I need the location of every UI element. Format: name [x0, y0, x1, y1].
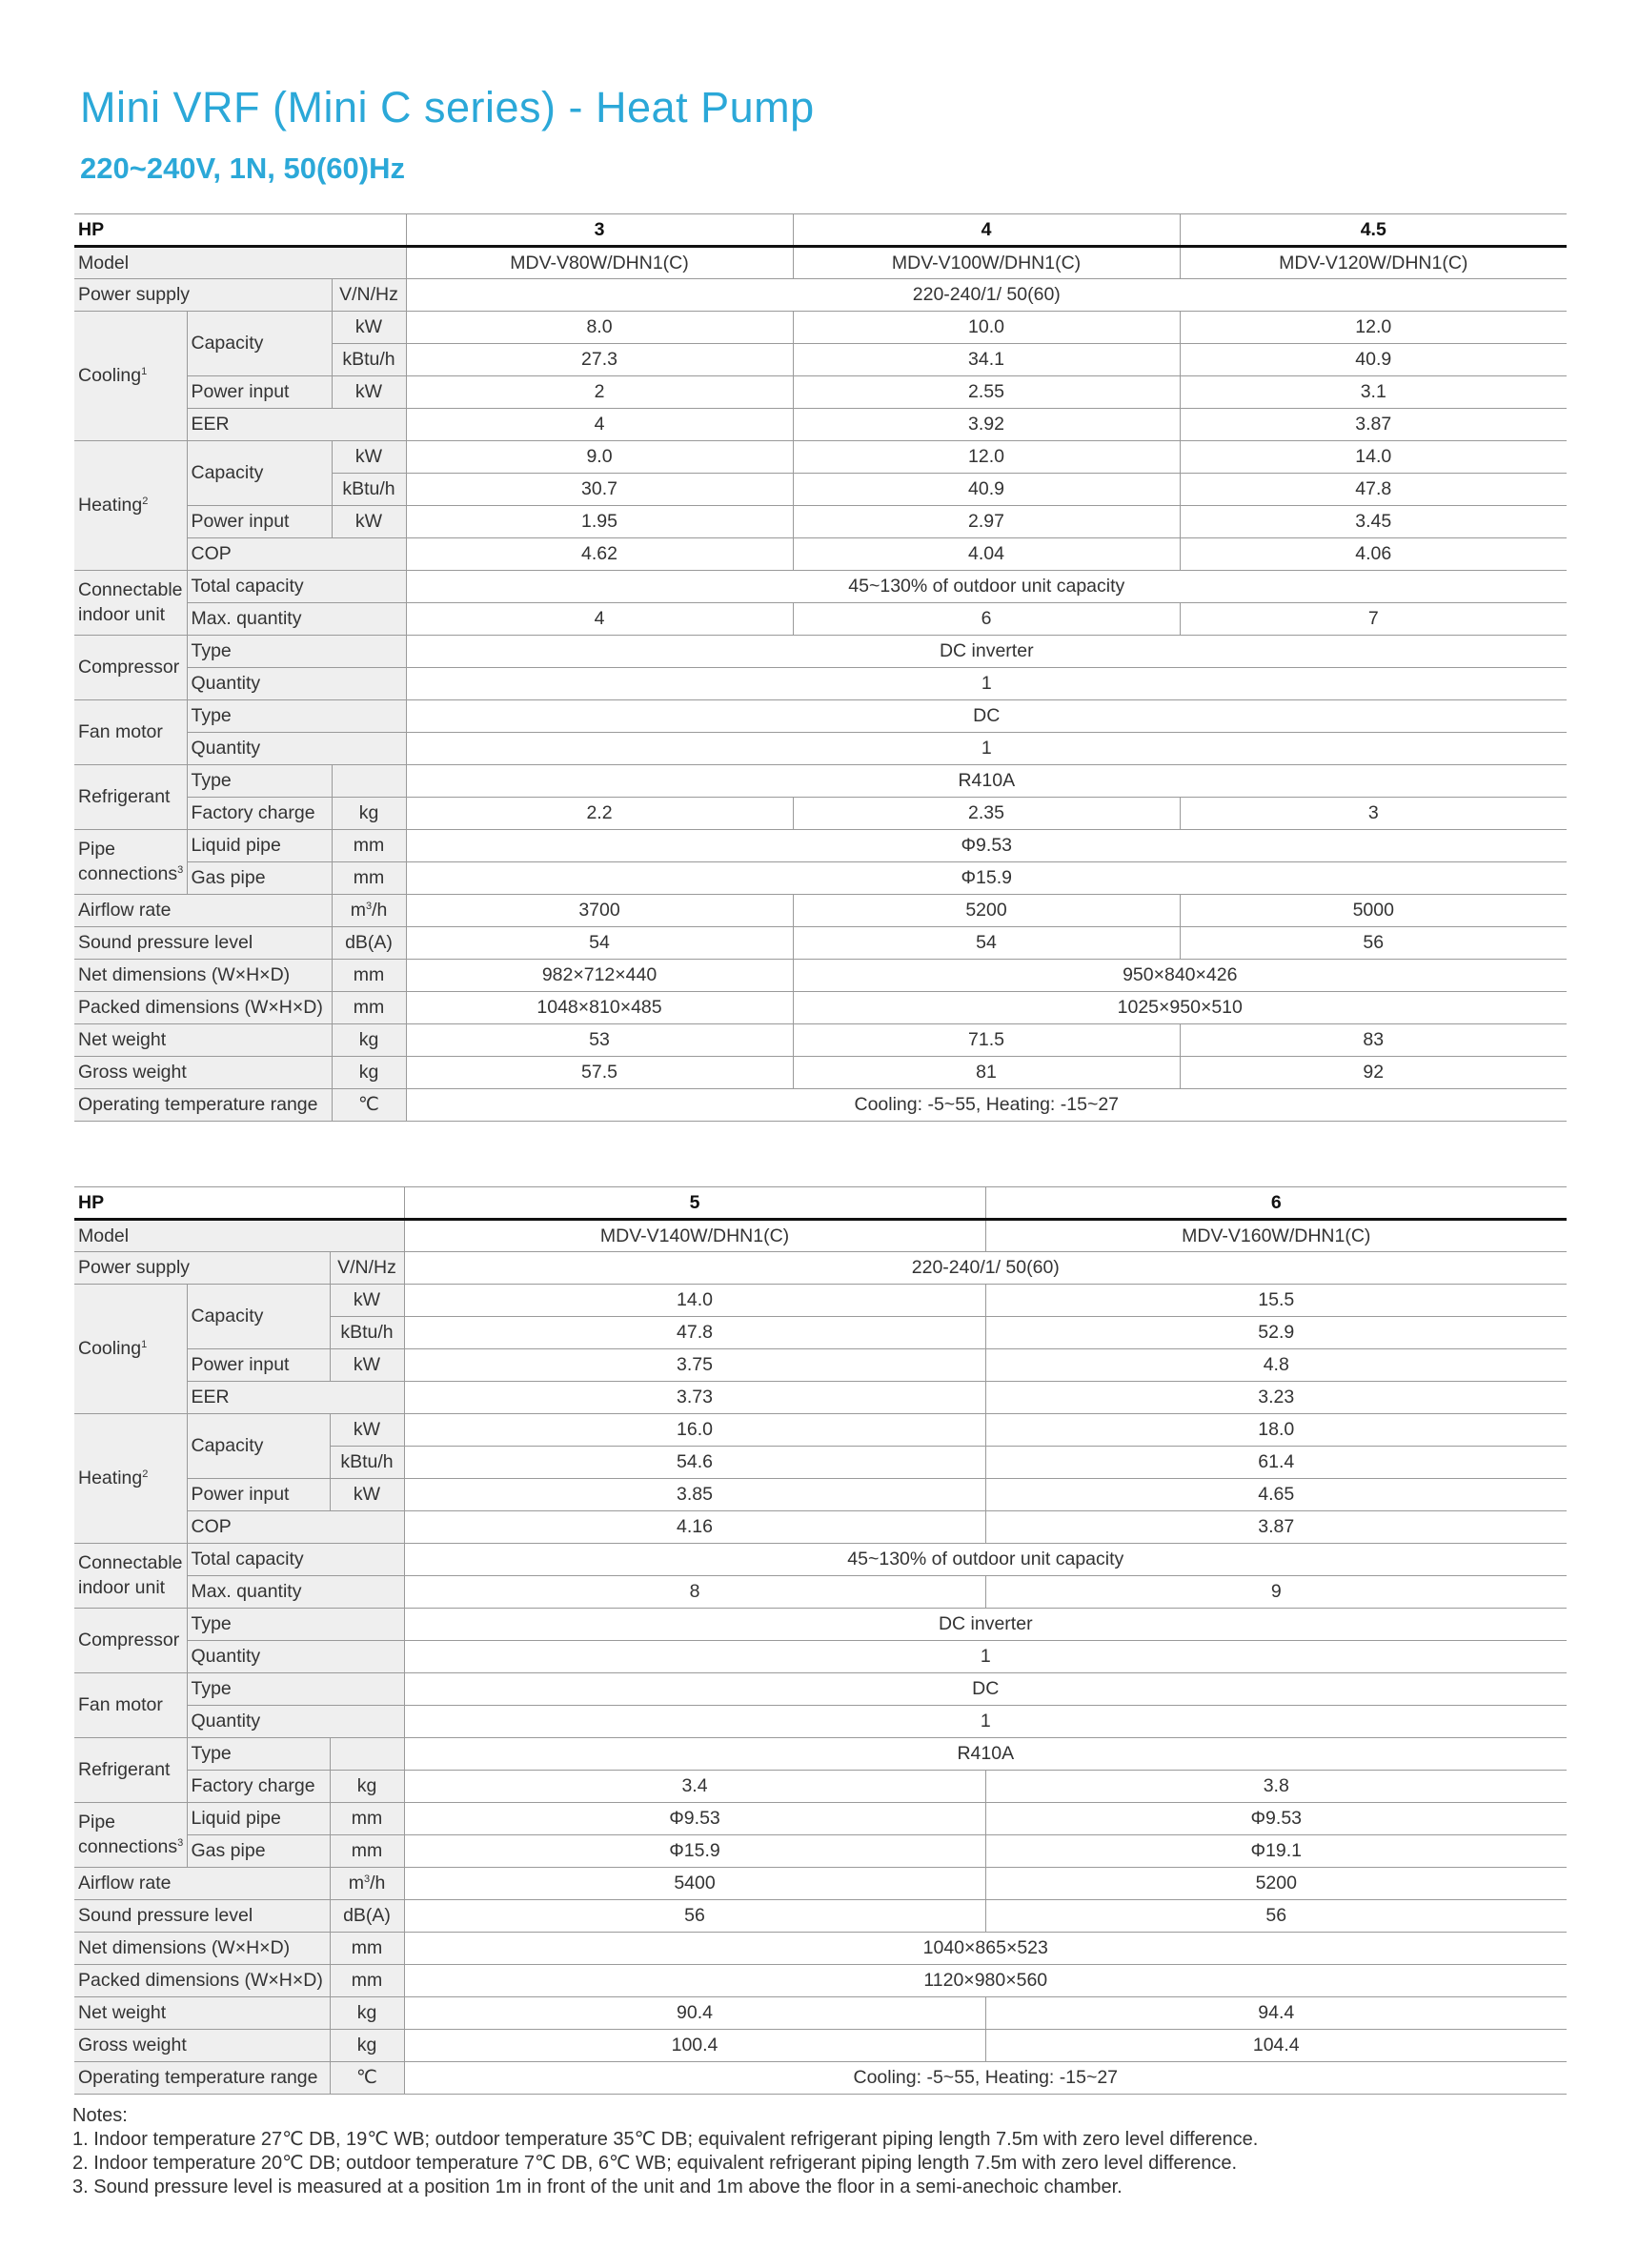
net-dimensions-value: 950×840×426	[793, 960, 1567, 992]
cop-value: 4.62	[406, 538, 793, 571]
heating-kbtu-value: 30.7	[406, 474, 793, 506]
heating-power-value: 2.97	[793, 506, 1180, 538]
type-label: Type	[187, 700, 406, 733]
quantity-label: Quantity	[187, 668, 406, 700]
refrigerant-type-row	[74, 1738, 1567, 1771]
unit-label: kg	[330, 1997, 404, 2030]
airflow-value: 3700	[406, 895, 793, 927]
operating-temperature-row	[74, 2062, 1567, 2095]
cooling-label: Cooling$^1$	[74, 312, 187, 441]
unit-label: kW	[330, 1414, 404, 1447]
factory-charge-value: 3	[1180, 798, 1567, 830]
airflow-label: Airflow rate	[74, 1868, 330, 1900]
total-capacity-value: 45~130% of outdoor unit capacity	[404, 1544, 1567, 1576]
cooling-kw-value: 15.5	[985, 1285, 1567, 1317]
unit-label: mm	[332, 960, 406, 992]
model-label: Model	[74, 247, 406, 279]
model-value: MDV-V140W/DHN1(C)	[404, 1220, 985, 1252]
cooling-label: Cooling$^1$	[74, 1285, 187, 1414]
gas-pipe-value: Φ15.9	[404, 1835, 985, 1868]
connectable-indoor-unit-label: Connectable indoor unit	[74, 1544, 187, 1609]
compressor-quantity-value: 1	[404, 1641, 1567, 1673]
packed-dimensions-row	[74, 992, 1567, 1024]
cooling-power-value: 3.1	[1180, 376, 1567, 409]
refrigerant-label: Refrigerant	[74, 1738, 187, 1803]
factory-charge-value: 2.35	[793, 798, 1180, 830]
airflow-row	[74, 895, 1567, 927]
sound-value: 56	[404, 1900, 985, 1933]
power-input-label: Power input	[187, 1349, 330, 1382]
pipe-connections-label: Pipe connections$^3$	[74, 1803, 187, 1868]
operating-temperature-value: Cooling: -5~55, Heating: -15~27	[404, 2062, 1567, 2095]
heating-power-input-row	[74, 506, 1567, 538]
cooling-kbtu-value: 47.8	[404, 1317, 985, 1349]
operating-temperature-label: Operating temperature range	[74, 1089, 332, 1122]
hp-value: 5	[404, 1187, 985, 1220]
max-quantity-value: 6	[793, 603, 1180, 636]
heating-capacity-kw-row	[74, 1414, 1567, 1447]
cop-label: COP	[187, 1511, 404, 1544]
page-subtitle: 220~240V, 1N, 50(60)Hz	[80, 152, 405, 185]
unit-label: kW	[330, 1349, 404, 1382]
hp-label: HP	[74, 214, 406, 247]
compressor-type-value: DC inverter	[406, 636, 1567, 668]
type-label: Type	[187, 1673, 404, 1706]
unit-label: $m^3/h$	[332, 895, 406, 927]
sound-row	[74, 1900, 1567, 1933]
hp-value: 4	[793, 214, 1180, 247]
net-dimensions-value: 982×712×440	[406, 960, 793, 992]
unit-label: $m^3/h$	[330, 1868, 404, 1900]
heating-kbtu-value: 54.6	[404, 1447, 985, 1479]
unit-label: kW	[330, 1285, 404, 1317]
eer-value: 4	[406, 409, 793, 441]
fan-type-value: DC	[406, 700, 1567, 733]
unit-label: mm	[332, 862, 406, 895]
gas-pipe-value: Φ19.1	[985, 1835, 1567, 1868]
airflow-value: 5000	[1180, 895, 1567, 927]
cooling-power-value: 2	[406, 376, 793, 409]
power-supply-label: Power supply	[74, 1252, 330, 1285]
net-weight-value: 90.4	[404, 1997, 985, 2030]
airflow-label: Airflow rate	[74, 895, 332, 927]
gross-weight-row	[74, 2030, 1567, 2062]
cop-value: 4.16	[404, 1511, 985, 1544]
eer-label: EER	[187, 409, 406, 441]
heating-kbtu-value: 61.4	[985, 1447, 1567, 1479]
max-quantity-row	[74, 603, 1567, 636]
cooling-kw-value: 12.0	[1180, 312, 1567, 344]
unit-label: kW	[330, 1479, 404, 1511]
unit-label: ℃	[332, 1089, 406, 1122]
heating-power-input-row	[74, 1479, 1567, 1511]
heating-kw-value: 9.0	[406, 441, 793, 474]
factory-charge-value: 2.2	[406, 798, 793, 830]
pipe-connections-label: Pipe connections$^3$	[74, 830, 187, 895]
liquid-pipe-label: Liquid pipe	[187, 1803, 330, 1835]
net-weight-row	[74, 1024, 1567, 1057]
sound-label: Sound pressure level	[74, 927, 332, 960]
hp-value: 4.5	[1180, 214, 1567, 247]
factory-charge-value: 3.4	[404, 1771, 985, 1803]
eer-value: 3.87	[1180, 409, 1567, 441]
power-supply-value: 220-240/1/ 50(60)	[404, 1252, 1567, 1285]
hp-value: 6	[985, 1187, 1567, 1220]
compressor-quantity-row	[74, 1641, 1567, 1673]
unit-label: kg	[332, 1057, 406, 1089]
fan-type-value: DC	[404, 1673, 1567, 1706]
notes	[72, 2104, 1258, 2199]
note-item: 1. Indoor temperature 27℃ DB, 19℃ WB; outdoor temperature 35℃ DB; equivalent refrigerant piping length 7.5m with zero level difference.	[72, 2129, 1259, 2150]
unit-label: ℃	[330, 2062, 404, 2095]
unit-label: kg	[330, 2030, 404, 2062]
gas-pipe-row	[74, 1835, 1567, 1868]
unit-label: V/N/Hz	[332, 279, 406, 312]
sound-value: 56	[1180, 927, 1567, 960]
notes-heading: Notes:	[72, 2105, 128, 2126]
capacity-label: Capacity	[187, 1414, 330, 1479]
cooling-kbtu-value: 27.3	[406, 344, 793, 376]
power-supply-row	[74, 279, 1567, 312]
eer-label: EER	[187, 1382, 404, 1414]
gas-pipe-label: Gas pipe	[187, 1835, 330, 1868]
unit-label: kBtu/h	[330, 1447, 404, 1479]
refrigerant-type-value: R410A	[404, 1738, 1567, 1771]
refrigerant-label: Refrigerant	[74, 765, 187, 830]
heating-power-value: 3.85	[404, 1479, 985, 1511]
cop-row	[74, 1511, 1567, 1544]
cooling-kw-value: 8.0	[406, 312, 793, 344]
page-title: Mini VRF (Mini C series) - Heat Pump	[80, 83, 815, 132]
factory-charge-label: Factory charge	[187, 798, 332, 830]
connectable-indoor-unit-label: Connectable indoor unit	[74, 571, 187, 636]
total-capacity-row	[74, 571, 1567, 603]
refrigerant-type-value: R410A	[406, 765, 1567, 798]
unit-label	[332, 765, 406, 798]
compressor-quantity-row	[74, 668, 1567, 700]
cooling-power-value: 4.8	[985, 1349, 1567, 1382]
gross-weight-value: 104.4	[985, 2030, 1567, 2062]
liquid-pipe-value: Φ9.53	[406, 830, 1567, 862]
cooling-power-value: 3.75	[404, 1349, 985, 1382]
packed-dimensions-label: Packed dimensions (W×H×D)	[74, 992, 332, 1024]
heating-kw-value: 16.0	[404, 1414, 985, 1447]
net-dimensions-label: Net dimensions (W×H×D)	[74, 960, 332, 992]
quantity-label: Quantity	[187, 733, 406, 765]
spec-table-2	[74, 1186, 1567, 2095]
unit-label: kBtu/h	[330, 1317, 404, 1349]
fan-quantity-value: 1	[404, 1706, 1567, 1738]
capacity-label: Capacity	[187, 441, 332, 506]
sound-label: Sound pressure level	[74, 1900, 330, 1933]
packed-dimensions-row	[74, 1965, 1567, 1997]
note-item: 2. Indoor temperature 20℃ DB; outdoor temperature 7℃ DB, 6℃ WB; equivalent refrigerant piping length 7.5m with zero level difference.	[72, 2153, 1238, 2174]
cop-value: 4.04	[793, 538, 1180, 571]
cooling-kbtu-value: 34.1	[793, 344, 1180, 376]
unit-label: kW	[332, 376, 406, 409]
max-quantity-label: Max. quantity	[187, 603, 406, 636]
unit-label: dB(A)	[332, 927, 406, 960]
hp-label: HP	[74, 1187, 404, 1220]
eer-value: 3.23	[985, 1382, 1567, 1414]
sound-row	[74, 927, 1567, 960]
unit-label: kW	[332, 506, 406, 538]
fan-type-row	[74, 700, 1567, 733]
max-quantity-value: 7	[1180, 603, 1567, 636]
operating-temperature-value: Cooling: -5~55, Heating: -15~27	[406, 1089, 1567, 1122]
cop-label: COP	[187, 538, 406, 571]
compressor-type-row	[74, 636, 1567, 668]
total-capacity-label: Total capacity	[187, 1544, 404, 1576]
liquid-pipe-row	[74, 1803, 1567, 1835]
sound-value: 56	[985, 1900, 1567, 1933]
packed-dimensions-value: 1120×980×560	[404, 1965, 1567, 1997]
max-quantity-row	[74, 1576, 1567, 1609]
cooling-capacity-kw-row	[74, 1285, 1567, 1317]
net-weight-value: 71.5	[793, 1024, 1180, 1057]
model-row	[74, 247, 1567, 279]
total-capacity-row	[74, 1544, 1567, 1576]
cooling-kbtu-value: 52.9	[985, 1317, 1567, 1349]
net-weight-label: Net weight	[74, 1997, 330, 2030]
cooling-power-input-row	[74, 376, 1567, 409]
unit-label	[330, 1738, 404, 1771]
packed-dimensions-value: 1025×950×510	[793, 992, 1567, 1024]
type-label: Type	[187, 636, 406, 668]
cooling-power-value: 2.55	[793, 376, 1180, 409]
power-supply-label: Power supply	[74, 279, 332, 312]
gross-weight-row	[74, 1057, 1567, 1089]
gross-weight-label: Gross weight	[74, 1057, 332, 1089]
unit-label: kg	[332, 1024, 406, 1057]
factory-charge-value: 3.8	[985, 1771, 1567, 1803]
fan-quantity-value: 1	[406, 733, 1567, 765]
net-dimensions-row	[74, 960, 1567, 992]
gross-weight-value: 100.4	[404, 2030, 985, 2062]
liquid-pipe-value: Φ9.53	[404, 1803, 985, 1835]
eer-row	[74, 409, 1567, 441]
hp-row	[74, 1187, 1567, 1220]
max-quantity-value: 9	[985, 1576, 1567, 1609]
heating-power-value: 1.95	[406, 506, 793, 538]
capacity-label: Capacity	[187, 312, 332, 376]
net-dimensions-row	[74, 1933, 1567, 1965]
refrigerant-type-row	[74, 765, 1567, 798]
fan-type-row	[74, 1673, 1567, 1706]
cooling-capacity-kw-row	[74, 312, 1567, 344]
heating-power-value: 3.45	[1180, 506, 1567, 538]
net-dimensions-value: 1040×865×523	[404, 1933, 1567, 1965]
heating-kw-value: 18.0	[985, 1414, 1567, 1447]
fan-motor-label: Fan motor	[74, 700, 187, 765]
power-input-label: Power input	[187, 1479, 330, 1511]
airflow-value: 5400	[404, 1868, 985, 1900]
net-weight-value: 94.4	[985, 1997, 1567, 2030]
fan-motor-label: Fan motor	[74, 1673, 187, 1738]
gross-weight-value: 92	[1180, 1057, 1567, 1089]
gas-pipe-row	[74, 862, 1567, 895]
gross-weight-value: 81	[793, 1057, 1180, 1089]
airflow-row	[74, 1868, 1567, 1900]
model-value: MDV-V100W/DHN1(C)	[793, 247, 1180, 279]
unit-label: mm	[330, 1835, 404, 1868]
gas-pipe-value: Φ15.9	[406, 862, 1567, 895]
unit-label: mm	[332, 830, 406, 862]
cooling-kw-value: 10.0	[793, 312, 1180, 344]
hp-value: 3	[406, 214, 793, 247]
heating-capacity-kw-row	[74, 441, 1567, 474]
liquid-pipe-label: Liquid pipe	[187, 830, 332, 862]
max-quantity-value: 4	[406, 603, 793, 636]
unit-label: mm	[330, 1933, 404, 1965]
cooling-kbtu-value: 40.9	[1180, 344, 1567, 376]
quantity-label: Quantity	[187, 1641, 404, 1673]
fan-quantity-row	[74, 733, 1567, 765]
sound-value: 54	[406, 927, 793, 960]
compressor-label: Compressor	[74, 1609, 187, 1673]
unit-label: mm	[330, 1803, 404, 1835]
compressor-type-value: DC inverter	[404, 1609, 1567, 1641]
compressor-label: Compressor	[74, 636, 187, 700]
unit-label: mm	[332, 992, 406, 1024]
unit-label: dB(A)	[330, 1900, 404, 1933]
net-weight-label: Net weight	[74, 1024, 332, 1057]
heating-kw-value: 14.0	[1180, 441, 1567, 474]
model-row	[74, 1220, 1567, 1252]
unit-label: kW	[332, 312, 406, 344]
compressor-type-row	[74, 1609, 1567, 1641]
unit-label: kg	[332, 798, 406, 830]
heating-kbtu-value: 47.8	[1180, 474, 1567, 506]
gross-weight-label: Gross weight	[74, 2030, 330, 2062]
cop-row	[74, 538, 1567, 571]
cooling-power-input-row	[74, 1349, 1567, 1382]
heating-kbtu-value: 40.9	[793, 474, 1180, 506]
gross-weight-value: 57.5	[406, 1057, 793, 1089]
type-label: Type	[187, 1609, 404, 1641]
eer-value: 3.73	[404, 1382, 985, 1414]
heating-kw-value: 12.0	[793, 441, 1180, 474]
fan-quantity-row	[74, 1706, 1567, 1738]
unit-label: mm	[330, 1965, 404, 1997]
gas-pipe-label: Gas pipe	[187, 862, 332, 895]
packed-dimensions-label: Packed dimensions (W×H×D)	[74, 1965, 330, 1997]
factory-charge-row	[74, 1771, 1567, 1803]
max-quantity-value: 8	[404, 1576, 985, 1609]
liquid-pipe-value: Φ9.53	[985, 1803, 1567, 1835]
model-value: MDV-V80W/DHN1(C)	[406, 247, 793, 279]
cop-value: 3.87	[985, 1511, 1567, 1544]
spec-table-1	[74, 213, 1567, 1122]
model-value: MDV-V160W/DHN1(C)	[985, 1220, 1567, 1252]
net-weight-row	[74, 1997, 1567, 2030]
capacity-label: Capacity	[187, 1285, 330, 1349]
airflow-value: 5200	[985, 1868, 1567, 1900]
eer-value: 3.92	[793, 409, 1180, 441]
power-input-label: Power input	[187, 376, 332, 409]
unit-label: kg	[330, 1771, 404, 1803]
cooling-kw-value: 14.0	[404, 1285, 985, 1317]
packed-dimensions-value: 1048×810×485	[406, 992, 793, 1024]
compressor-quantity-value: 1	[406, 668, 1567, 700]
liquid-pipe-row	[74, 830, 1567, 862]
unit-label: kW	[332, 441, 406, 474]
quantity-label: Quantity	[187, 1706, 404, 1738]
model-value: MDV-V120W/DHN1(C)	[1180, 247, 1567, 279]
net-weight-value: 83	[1180, 1024, 1567, 1057]
max-quantity-label: Max. quantity	[187, 1576, 404, 1609]
type-label: Type	[187, 1738, 330, 1771]
power-input-label: Power input	[187, 506, 332, 538]
operating-temperature-row	[74, 1089, 1567, 1122]
heating-power-value: 4.65	[985, 1479, 1567, 1511]
operating-temperature-label: Operating temperature range	[74, 2062, 330, 2095]
type-label: Type	[187, 765, 332, 798]
unit-label: V/N/Hz	[330, 1252, 404, 1285]
note-item: 3. Sound pressure level is measured at a position 1m in front of the unit and 1m above the floor in a semi-anechoic chamber.	[72, 2177, 1123, 2197]
factory-charge-label: Factory charge	[187, 1771, 330, 1803]
net-weight-value: 53	[406, 1024, 793, 1057]
hp-row	[74, 214, 1567, 247]
unit-label: kBtu/h	[332, 474, 406, 506]
model-label: Model	[74, 1220, 404, 1252]
power-supply-row	[74, 1252, 1567, 1285]
heating-label: Heating$^2$	[74, 441, 187, 571]
power-supply-value: 220-240/1/ 50(60)	[406, 279, 1567, 312]
eer-row	[74, 1382, 1567, 1414]
total-capacity-value: 45~130% of outdoor unit capacity	[406, 571, 1567, 603]
heating-label: Heating$^2$	[74, 1414, 187, 1544]
net-dimensions-label: Net dimensions (W×H×D)	[74, 1933, 330, 1965]
unit-label: kBtu/h	[332, 344, 406, 376]
sound-value: 54	[793, 927, 1180, 960]
cop-value: 4.06	[1180, 538, 1567, 571]
factory-charge-row	[74, 798, 1567, 830]
total-capacity-label: Total capacity	[187, 571, 406, 603]
airflow-value: 5200	[793, 895, 1180, 927]
